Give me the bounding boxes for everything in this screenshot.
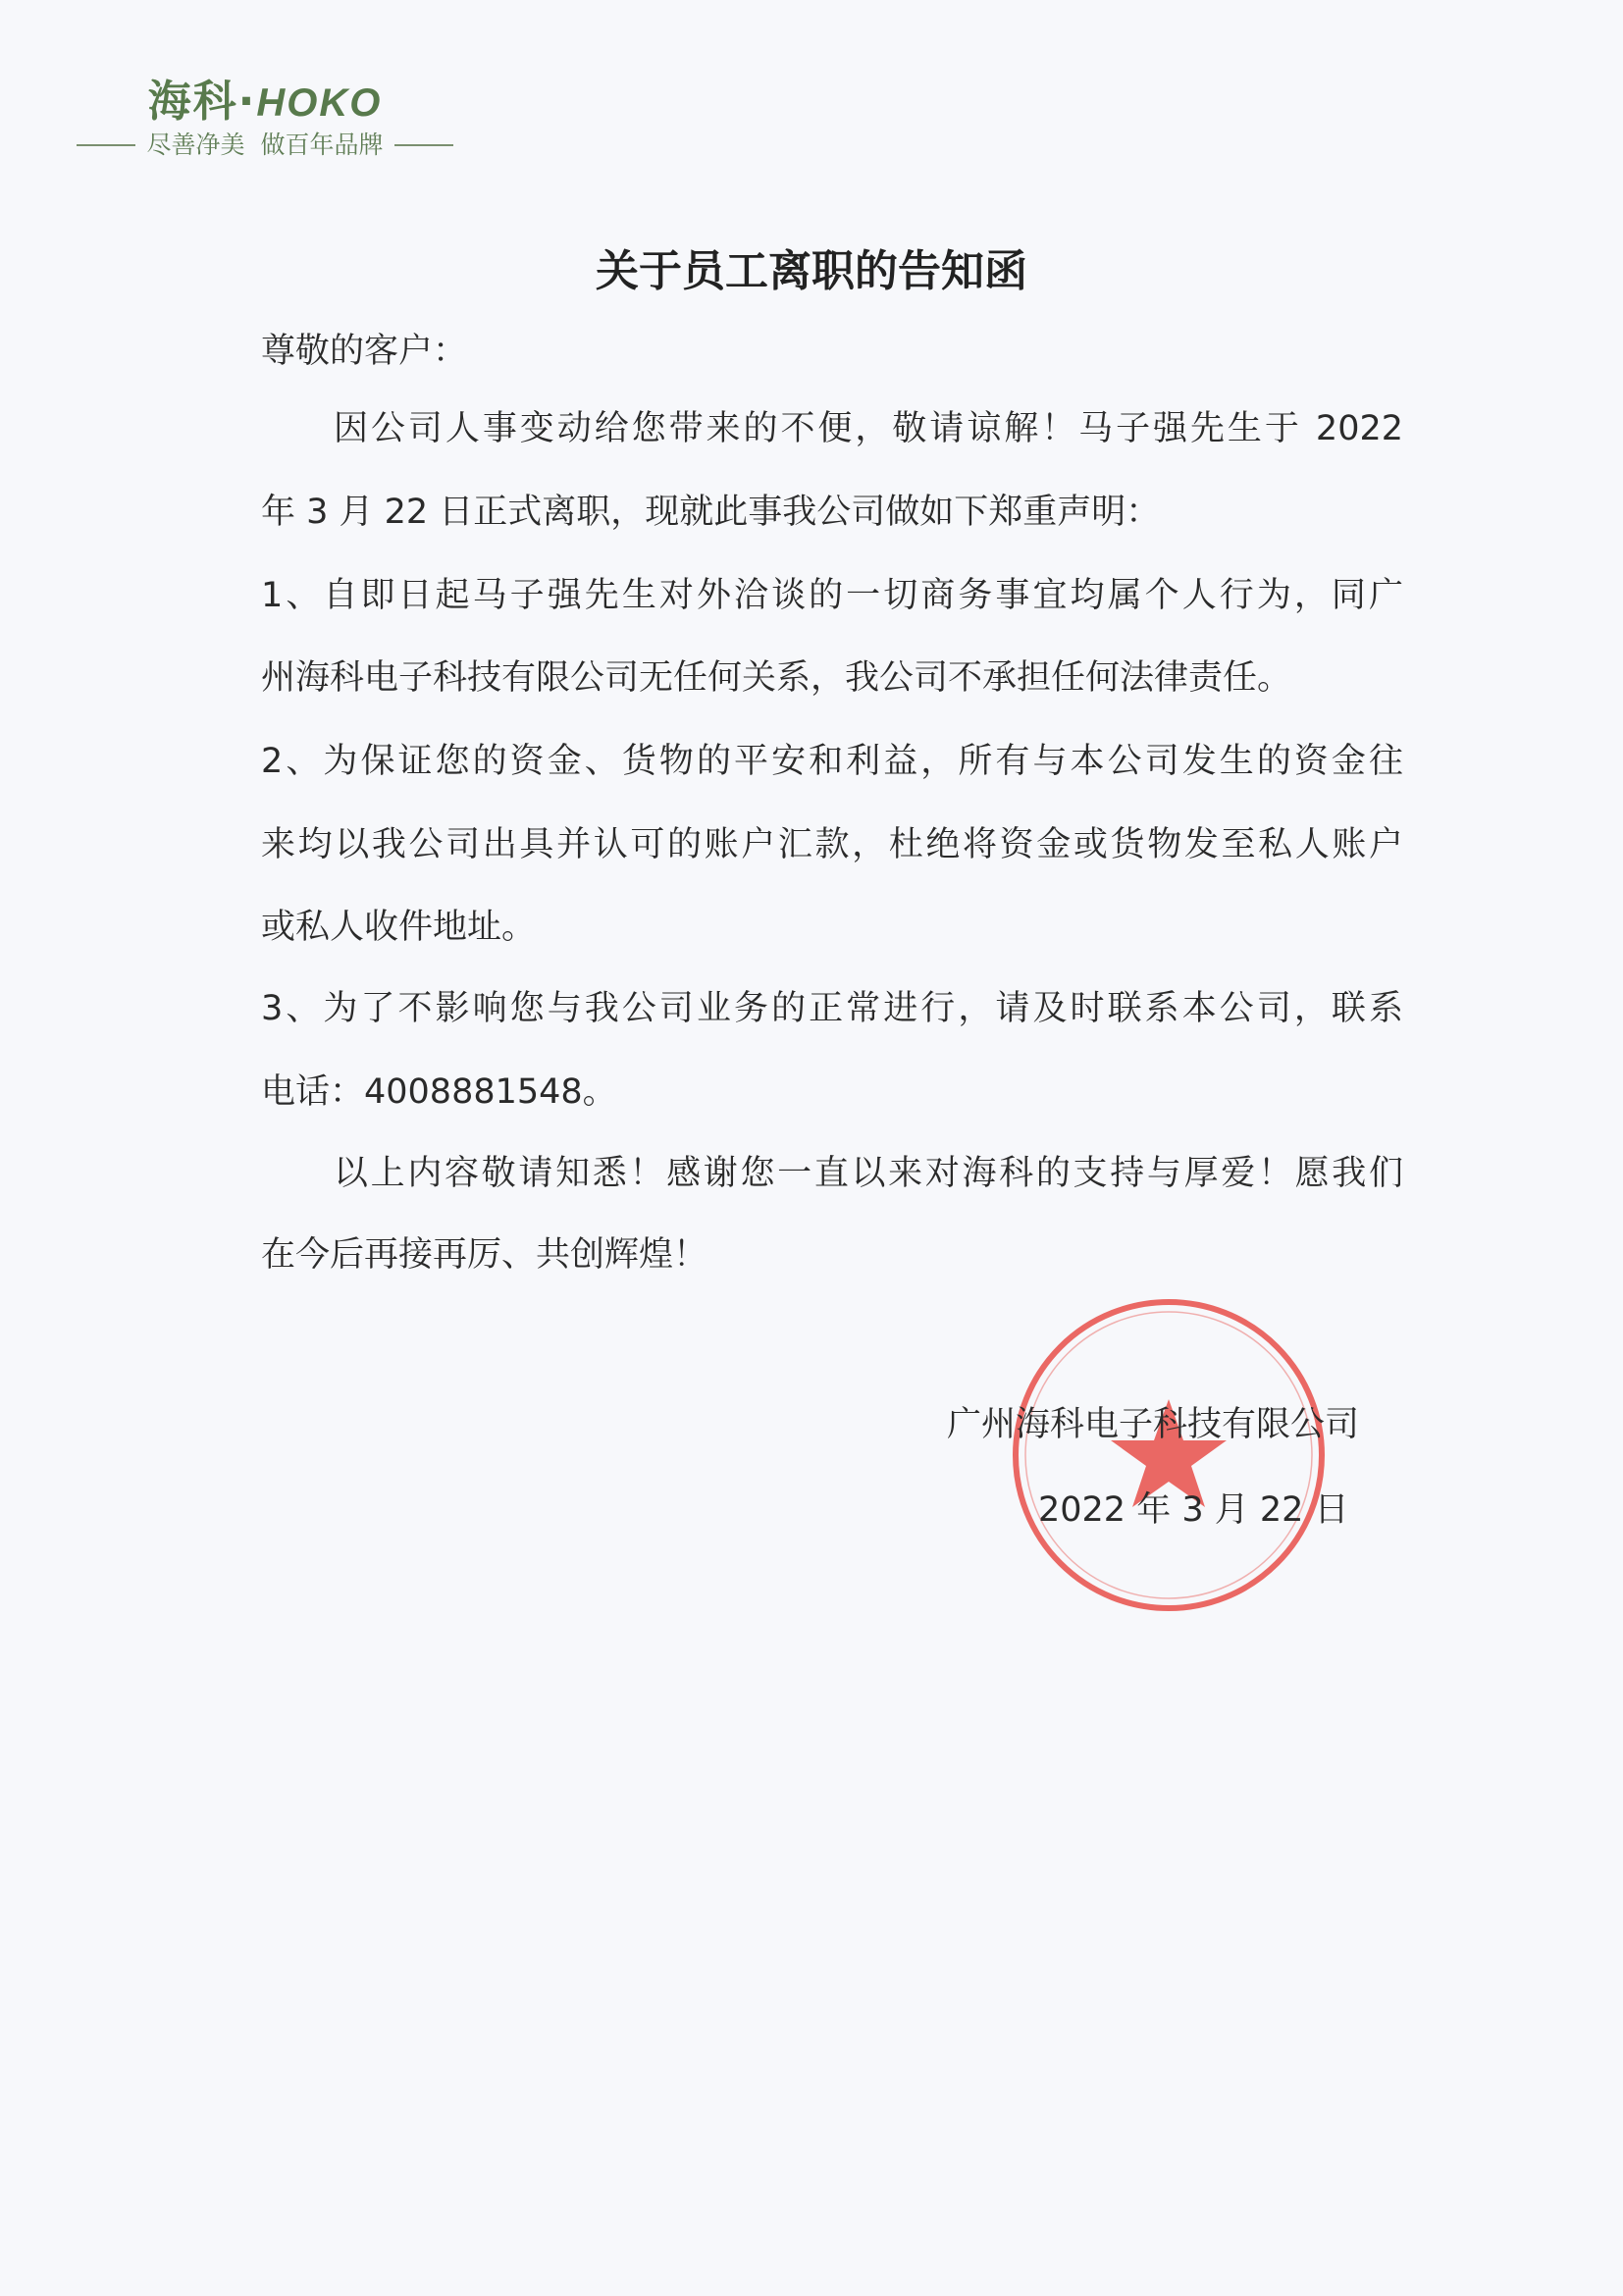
divider [394, 144, 453, 146]
paragraph-line: 电话：4008881548。 [261, 1072, 617, 1112]
paragraph-line: 来均以我公司出具并认可的账户汇款，杜绝将资金或货物发至私人账户 [261, 825, 1403, 864]
paragraph-line: 因公司人事变动给您带来的不便，敬请谅解！马子强先生于 2022 [334, 409, 1403, 448]
paragraph-line: 州海科电子科技有限公司无任何关系，我公司不承担任何法律责任。 [261, 658, 1292, 698]
paragraph-line: 3、为了不影响您与我公司业务的正常进行，请及时联系本公司，联系 [261, 989, 1403, 1028]
divider [77, 144, 135, 146]
logo-separator: · [237, 77, 257, 127]
document-title: 关于员工离职的告知函 [596, 246, 1027, 296]
logo-tagline: 尽善净美 做百年品牌 [146, 130, 384, 159]
signature-company: 广州海科电子科技有限公司 [947, 1405, 1360, 1444]
logo-brand-cn: 海科 [147, 77, 238, 127]
logo-brand-en: HOKO [256, 81, 383, 125]
logo-wordmark [69, 77, 461, 129]
paragraph-line: 以上内容敬请知悉！感谢您一直以来对海科的支持与厚爱！愿我们 [334, 1154, 1403, 1193]
company-seal [1007, 1293, 1331, 1617]
company-logo [69, 77, 461, 162]
paragraph-line: 或私人收件地址。 [261, 908, 537, 947]
paragraph-line: 1、自即日起马子强先生对外洽谈的一切商务事宜均属个人行为，同广 [261, 576, 1403, 615]
paragraph-line: 在今后再接再厉、共创辉煌！ [261, 1235, 708, 1275]
signature-date: 2022 年 3 月 22 日 [1038, 1490, 1349, 1530]
paragraph-line: 2、为保证您的资金、货物的平安和利益，所有与本公司发生的资金往 [261, 742, 1403, 781]
paragraph-line: 年 3 月 22 日正式离职，现就此事我公司做如下郑重声明： [261, 493, 1161, 532]
salutation: 尊敬的客户： [261, 332, 468, 371]
logo-tagline-row [69, 129, 461, 162]
